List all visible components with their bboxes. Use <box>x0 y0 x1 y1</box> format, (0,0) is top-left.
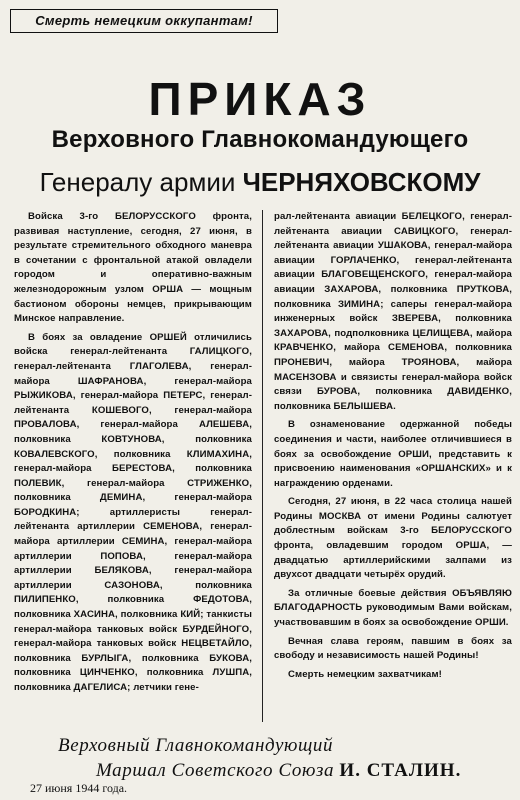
body-paragraph: В ознаменование одержанной победы соединения и части, наиболее отличившиеся в боях за освобождение ОРШИ, представить к присвоению наименования «ОРШАНСКИХ» и к награждению орденами. <box>274 419 512 489</box>
body-paragraph: Сегодня, 27 июня, в 22 часа столица нашей Родины МОСКВА от имени Родины салютует доблестным войскам 3-го БЕЛОРУССКОГО фронта, овладевшим городом ОРША, — двадцатью артиллерийскими залпами из двухсот двадцати четырёх орудий. <box>274 496 512 581</box>
closing-line: Вечная слава героям, павшим в боях за свободу и независимость нашей Родины! <box>274 635 512 662</box>
left-column <box>14 210 252 700</box>
signature-line <box>96 760 461 782</box>
body-paragraph: Войска 3-го БЕЛОРУССКОГО фронта, развивая наступление, сегодня, 27 июня, в результате стремительного обходного маневра в сочетании с фронтальной атакой овладели городом и оперативно-важным железнодорожным узлом ОРША — мощным бастионом обороны немцев, прикрывающим Минское направление. <box>14 211 252 325</box>
signature-title: Верховный Главнокомандующий <box>58 735 334 756</box>
column-divider <box>262 210 263 722</box>
right-column <box>274 210 512 686</box>
slogan-banner: Смерть немецким оккупантам! <box>10 9 278 33</box>
addressee <box>0 167 520 197</box>
signature-rank: Маршал Советского Союза <box>96 760 335 781</box>
signature-name: И. СТАЛИН. <box>339 760 462 781</box>
addressee-name: ЧЕРНЯХОВСКОМУ <box>242 167 481 197</box>
closing-line: Смерть немецким захватчикам! <box>288 668 442 680</box>
body-paragraph: За отличные боевые действия ОБЪЯВЛЯЮ БЛАГОДАРНОСТЬ руководимым Вами войскам, участвовавшим в боях за освобождение ОРШИ. <box>274 587 512 629</box>
addressee-rank: Генералу армии <box>39 167 236 197</box>
body-paragraph-continuation: рал-лейтенанта авиации БЕЛЕЦКОГО, генерал-лейтенанта авиации САВИЦКОГО, генерал-лейтенанта авиации УШАКОВА, генерал-майора авиации ГОРЛАЧЕНКО, генерал-лейтенанта авиации БЛАГОВЕЩЕНСКОГО, генерал-майора авиации ЗАХАРОВА, полковника ПРУТКОВА, полковника ЗИМИНА; саперы генерал-майора инженерных войск ЗВЕРЕВА, полковника ЗАХАРОВА, подполковника ЦЕЛИЩЕВА, майора КРАВЧЕНКО, майора СЕМЕНОВА, полковника ПРОНЕВИЧ, майора ТРОЯНОВА, майора МАСЕНЗОВА и связисты генерал-майора войск связи БУРОВА, полковника ДАВИДЕНКО, полковника БЕЛЫШЕВА. <box>274 211 512 412</box>
body-paragraph: В боях за овладение ОРШЕЙ отличились войска генерал-лейтенанта ГАЛИЦКОГО, генерал-лейтенанта ГЛАГОЛЕВА, генерал-майора ШАФРАНОВА, генерал-майора РЫЖИКОВА, генерал-майора ПЕТЕРС, генерал-лейтенанта КОШЕВОГО, генерал-майора ПРОВАЛОВА, генерал-майора АЛЕШЕВА, полковника КОВТУНОВА, полковника КОВАЛЕВСКОГО, полковника КЛИМАХИНА, генерал-майора БЕРЕСТОВА, полковника ПОЛЕВИК, генерал-майора СТРИЖЕНКО, полковника ДЕМИНА, генерал-майора БОРОДКИНА; артиллеристы генерал-лейтенанта артиллерии СЕМЕНОВА, генерал-майора артиллерии СЕМИНА, генерал-майора артиллерии ПОПОВА, генерал-майора артиллерии БЕЛЯКОВА, генерал-майора артиллерии САЗОНОВА, полковника ПИЛИПЕНКО, полковника ФЕДОТОВА, полковника ХАСИНА, полковника КИЙ; танкисты генерал-майора танковых войск БУРДЕЙНОГО, генерал-майора танковых войск НЕЦВЕТАЙЛО, полковника БУРЛЫГА, полковника БУКОВА, полковника ЦИНЧЕНКО, полковника ЛУШПА, полковника ДАГЕЛИСА; летчики гене- <box>14 331 252 693</box>
document-title: ПРИКАЗ <box>148 73 372 125</box>
document-subtitle: Верховного Главнокомандующего <box>51 126 469 153</box>
document-date: 27 июня 1944 года. <box>30 781 128 795</box>
